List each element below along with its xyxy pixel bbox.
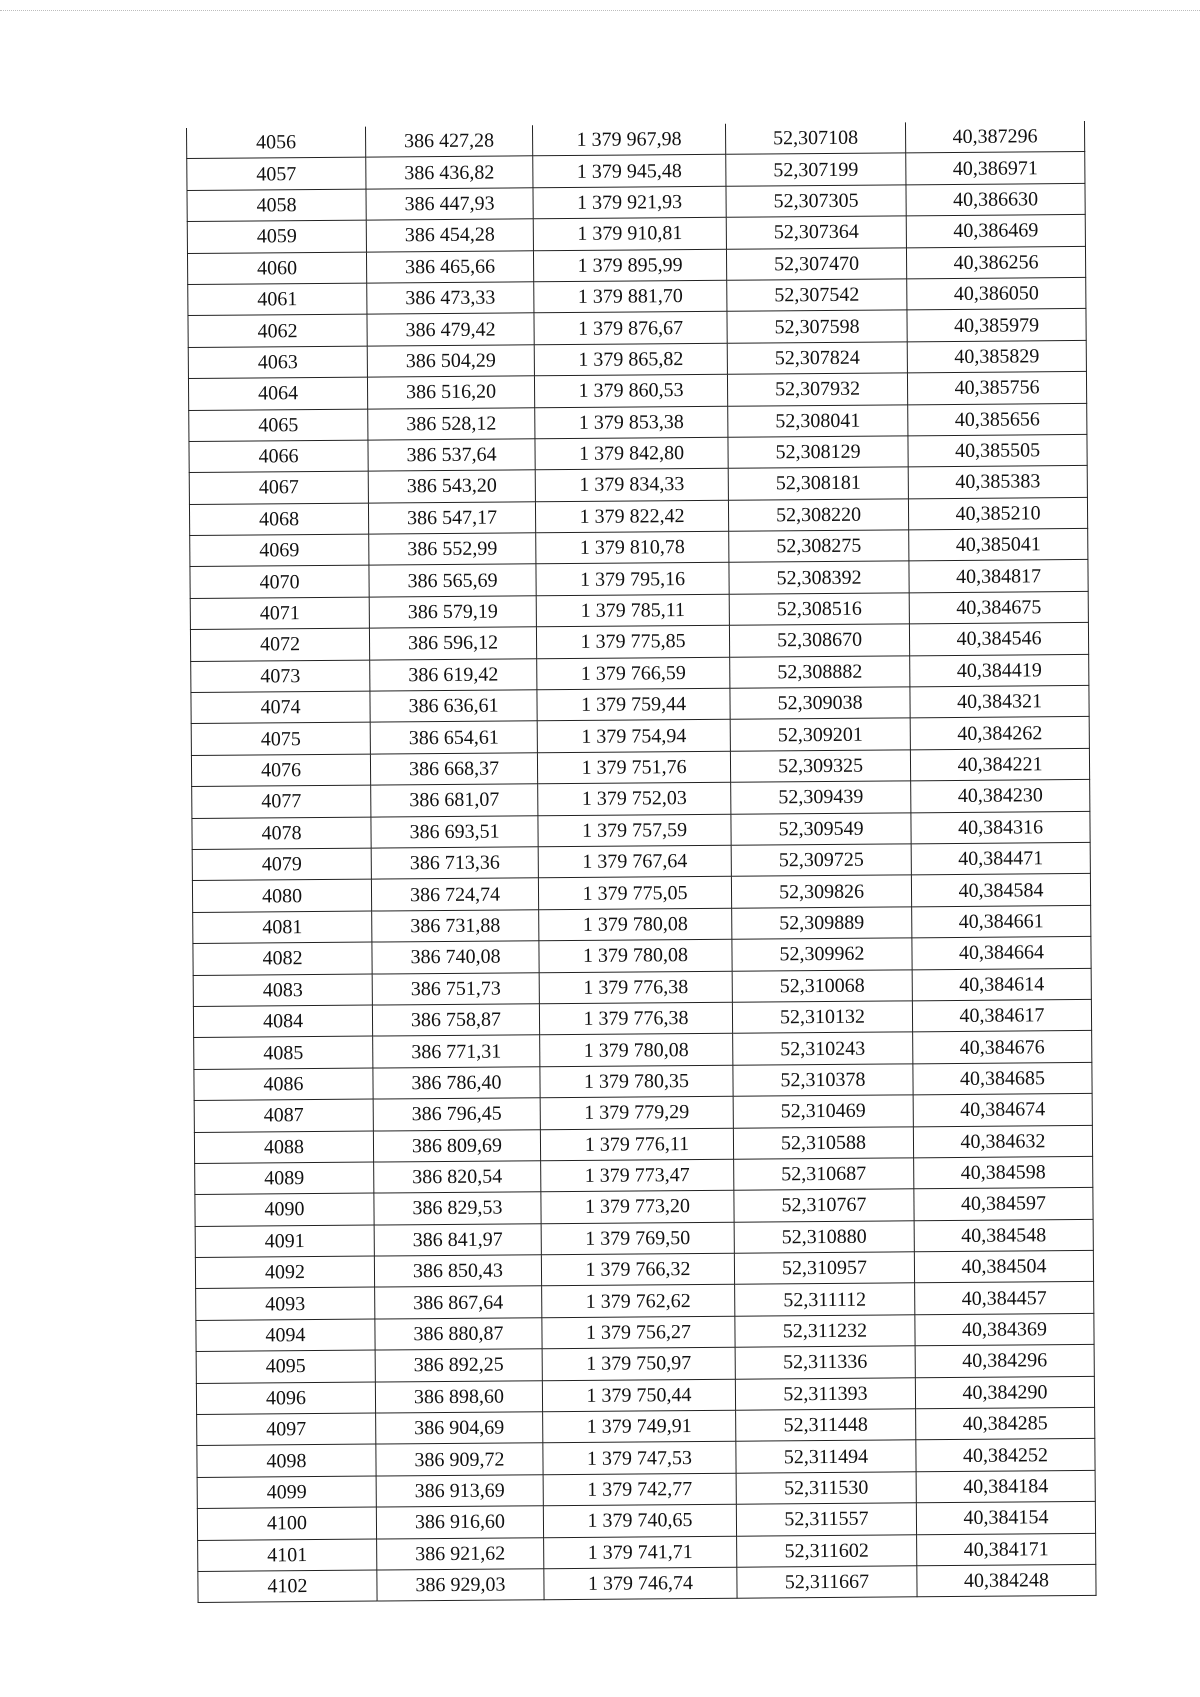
point-number-cell: 4059 — [187, 220, 366, 253]
point-number-cell: 4083 — [193, 974, 372, 1007]
x-coordinate-cell: 386 796,45 — [373, 1098, 540, 1131]
y-coordinate-cell: 1 379 780,08 — [540, 1034, 733, 1067]
point-number-cell: 4057 — [187, 157, 366, 190]
longitude-cell: 40,384457 — [915, 1282, 1094, 1315]
point-number-cell: 4096 — [196, 1382, 375, 1415]
y-coordinate-cell: 1 379 767,64 — [538, 845, 731, 878]
point-number-cell: 4082 — [193, 942, 372, 975]
longitude-cell: 40,385210 — [908, 497, 1087, 530]
longitude-cell: 40,384262 — [910, 717, 1089, 750]
latitude-cell: 52,309038 — [730, 687, 910, 720]
x-coordinate-cell: 386 654,61 — [370, 721, 537, 754]
latitude-cell: 52,307199 — [726, 153, 906, 186]
latitude-cell: 52,309826 — [731, 875, 911, 908]
longitude-cell: 40,384674 — [913, 1094, 1092, 1127]
point-number-cell: 4093 — [196, 1288, 375, 1321]
latitude-cell: 52,309725 — [731, 844, 911, 877]
y-coordinate-cell: 1 379 775,85 — [536, 625, 729, 658]
point-number-cell: 4060 — [187, 252, 366, 285]
point-number-cell: 4076 — [191, 754, 370, 787]
longitude-cell: 40,384614 — [912, 968, 1091, 1001]
latitude-cell: 52,311557 — [736, 1503, 916, 1536]
latitude-cell: 52,309201 — [730, 718, 910, 751]
point-number-cell: 4068 — [189, 503, 368, 536]
y-coordinate-cell: 1 379 834,33 — [535, 469, 728, 502]
latitude-cell: 52,310378 — [733, 1064, 913, 1097]
y-coordinate-cell: 1 379 757,59 — [538, 814, 731, 847]
latitude-cell: 52,307542 — [727, 279, 907, 312]
point-number-cell: 4058 — [187, 189, 366, 222]
longitude-cell: 40,386469 — [906, 215, 1085, 248]
latitude-cell: 52,308516 — [729, 593, 909, 626]
point-number-cell: 4070 — [190, 566, 369, 599]
longitude-cell: 40,384154 — [916, 1502, 1095, 1535]
x-coordinate-cell: 386 786,40 — [373, 1066, 540, 1099]
x-coordinate-cell: 386 731,88 — [372, 910, 539, 943]
point-number-cell: 4061 — [188, 283, 367, 316]
latitude-cell: 52,310957 — [734, 1252, 914, 1285]
latitude-cell: 52,311602 — [737, 1534, 917, 1567]
longitude-cell: 40,384230 — [911, 780, 1090, 813]
x-coordinate-cell: 386 850,43 — [374, 1255, 541, 1288]
x-coordinate-cell: 386 473,33 — [367, 282, 534, 315]
x-coordinate-cell: 386 904,69 — [376, 1412, 543, 1445]
latitude-cell: 52,309439 — [731, 781, 911, 814]
latitude-cell: 52,310469 — [733, 1095, 913, 1128]
y-coordinate-cell: 1 379 773,47 — [541, 1159, 734, 1192]
longitude-cell: 40,384471 — [911, 842, 1090, 875]
longitude-cell: 40,384321 — [910, 685, 1089, 718]
longitude-cell: 40,384597 — [914, 1188, 1093, 1221]
point-number-cell: 4078 — [192, 817, 371, 850]
y-coordinate-cell: 1 379 750,44 — [542, 1379, 735, 1412]
y-coordinate-cell: 1 379 754,94 — [537, 720, 730, 753]
y-coordinate-cell: 1 379 751,76 — [537, 751, 730, 784]
y-coordinate-cell: 1 379 749,91 — [543, 1410, 736, 1443]
x-coordinate-cell: 386 547,17 — [368, 501, 535, 534]
y-coordinate-cell: 1 379 853,38 — [535, 406, 728, 439]
longitude-cell: 40,384504 — [914, 1250, 1093, 1283]
longitude-cell: 40,386971 — [906, 152, 1085, 185]
point-number-cell: 4066 — [189, 440, 368, 473]
longitude-cell: 40,387296 — [905, 121, 1084, 153]
y-coordinate-cell: 1 379 752,03 — [538, 782, 731, 815]
point-number-cell: 4088 — [194, 1131, 373, 1164]
x-coordinate-cell: 386 596,12 — [369, 627, 536, 660]
latitude-cell: 52,310588 — [733, 1126, 913, 1159]
longitude-cell: 40,385656 — [908, 403, 1087, 436]
y-coordinate-cell: 1 379 756,27 — [542, 1316, 735, 1349]
longitude-cell: 40,384598 — [914, 1156, 1093, 1189]
longitude-cell: 40,386050 — [907, 277, 1086, 310]
x-coordinate-cell: 386 447,93 — [366, 188, 533, 221]
longitude-cell: 40,385829 — [907, 340, 1086, 373]
scan-top-edge — [0, 10, 1200, 11]
y-coordinate-cell: 1 379 762,62 — [542, 1285, 735, 1318]
x-coordinate-cell: 386 841,97 — [374, 1223, 541, 1256]
latitude-cell: 52,307470 — [726, 247, 906, 280]
longitude-cell: 40,386630 — [906, 183, 1085, 216]
point-number-cell: 4063 — [188, 346, 367, 379]
point-number-cell: 4086 — [194, 1068, 373, 1101]
latitude-cell: 52,307305 — [726, 185, 906, 218]
y-coordinate-cell: 1 379 775,05 — [538, 877, 731, 910]
latitude-cell: 52,308882 — [730, 655, 910, 688]
longitude-cell: 40,385383 — [908, 466, 1087, 499]
y-coordinate-cell: 1 379 773,20 — [541, 1191, 734, 1224]
longitude-cell: 40,385756 — [907, 372, 1086, 405]
x-coordinate-cell: 386 579,19 — [369, 596, 536, 629]
latitude-cell: 52,311112 — [735, 1283, 915, 1316]
latitude-cell: 52,307108 — [725, 122, 905, 154]
y-coordinate-cell: 1 379 769,50 — [541, 1222, 734, 1255]
latitude-cell: 52,310068 — [732, 969, 912, 1002]
x-coordinate-cell: 386 929,03 — [377, 1569, 544, 1602]
y-coordinate-cell: 1 379 746,74 — [544, 1567, 737, 1600]
y-coordinate-cell: 1 379 910,81 — [533, 217, 726, 250]
latitude-cell: 52,309325 — [730, 750, 910, 783]
longitude-cell: 40,384617 — [912, 999, 1091, 1032]
x-coordinate-cell: 386 909,72 — [376, 1443, 543, 1476]
x-coordinate-cell: 386 681,07 — [371, 784, 538, 817]
y-coordinate-cell: 1 379 876,67 — [534, 312, 727, 345]
longitude-cell: 40,384584 — [911, 874, 1090, 907]
point-number-cell: 4102 — [198, 1570, 377, 1603]
latitude-cell: 52,309549 — [731, 812, 911, 845]
point-number-cell: 4080 — [192, 879, 371, 912]
y-coordinate-cell: 1 379 822,42 — [535, 500, 728, 533]
x-coordinate-cell: 386 829,53 — [374, 1192, 541, 1225]
point-number-cell: 4064 — [188, 377, 367, 410]
y-coordinate-cell: 1 379 881,70 — [534, 280, 727, 313]
x-coordinate-cell: 386 758,87 — [372, 1004, 539, 1037]
y-coordinate-cell: 1 379 747,53 — [543, 1442, 736, 1475]
latitude-cell: 52,308181 — [728, 467, 908, 500]
y-coordinate-cell: 1 379 759,44 — [537, 688, 730, 721]
x-coordinate-cell: 386 867,64 — [375, 1286, 542, 1319]
point-number-cell: 4101 — [198, 1539, 377, 1572]
y-coordinate-cell: 1 379 945,48 — [533, 155, 726, 188]
longitude-cell: 40,384369 — [915, 1313, 1094, 1346]
longitude-cell: 40,384675 — [909, 591, 1088, 624]
x-coordinate-cell: 386 809,69 — [373, 1129, 540, 1162]
point-number-cell: 4099 — [197, 1476, 376, 1509]
x-coordinate-cell: 386 465,66 — [366, 250, 533, 283]
point-number-cell: 4077 — [192, 785, 371, 818]
longitude-cell: 40,385505 — [908, 434, 1087, 467]
x-coordinate-cell: 386 636,61 — [370, 690, 537, 723]
point-number-cell: 4090 — [195, 1193, 374, 1226]
point-number-cell: 4072 — [190, 628, 369, 661]
x-coordinate-cell: 386 668,37 — [370, 753, 537, 786]
latitude-cell: 52,308220 — [728, 499, 908, 532]
y-coordinate-cell: 1 379 776,38 — [539, 971, 732, 1004]
y-coordinate-cell: 1 379 766,59 — [537, 657, 730, 690]
point-number-cell: 4087 — [194, 1099, 373, 1132]
longitude-cell: 40,384296 — [915, 1345, 1094, 1378]
latitude-cell: 52,310767 — [734, 1189, 914, 1222]
point-number-cell: 4071 — [190, 597, 369, 630]
latitude-cell: 52,311232 — [735, 1315, 915, 1348]
point-number-cell: 4067 — [189, 471, 368, 504]
x-coordinate-cell: 386 552,99 — [369, 533, 536, 566]
y-coordinate-cell: 1 379 779,29 — [540, 1096, 733, 1129]
x-coordinate-cell: 386 724,74 — [371, 878, 538, 911]
y-coordinate-cell: 1 379 810,78 — [536, 531, 729, 564]
table-row — [198, 1564, 1096, 1602]
latitude-cell: 52,308275 — [729, 530, 909, 563]
latitude-cell: 52,307932 — [727, 373, 907, 406]
longitude-cell: 40,384632 — [913, 1125, 1092, 1158]
x-coordinate-cell: 386 898,60 — [375, 1380, 542, 1413]
latitude-cell: 52,310880 — [734, 1220, 914, 1253]
point-number-cell: 4069 — [190, 534, 369, 567]
latitude-cell: 52,307598 — [727, 310, 907, 343]
y-coordinate-cell: 1 379 780,08 — [539, 939, 732, 972]
x-coordinate-cell: 386 479,42 — [367, 313, 534, 346]
latitude-cell: 52,307364 — [726, 216, 906, 249]
x-coordinate-cell: 386 619,42 — [370, 658, 537, 691]
x-coordinate-cell: 386 880,87 — [375, 1318, 542, 1351]
longitude-cell: 40,384252 — [916, 1439, 1095, 1472]
y-coordinate-cell: 1 379 865,82 — [534, 343, 727, 376]
longitude-cell: 40,384817 — [909, 560, 1088, 593]
coordinates-table-body — [186, 121, 1096, 1603]
latitude-cell: 52,311494 — [736, 1440, 916, 1473]
x-coordinate-cell: 386 427,28 — [365, 125, 532, 157]
x-coordinate-cell: 386 537,64 — [368, 439, 535, 472]
x-coordinate-cell: 386 565,69 — [369, 564, 536, 597]
latitude-cell: 52,311530 — [736, 1472, 916, 1505]
longitude-cell: 40,384171 — [917, 1533, 1096, 1566]
point-number-cell: 4075 — [191, 722, 370, 755]
y-coordinate-cell: 1 379 742,77 — [543, 1473, 736, 1506]
x-coordinate-cell: 386 516,20 — [367, 376, 534, 409]
coordinates-table — [186, 121, 1097, 1603]
longitude-cell: 40,384248 — [917, 1564, 1096, 1597]
latitude-cell: 52,308392 — [729, 561, 909, 594]
point-number-cell: 4095 — [196, 1350, 375, 1383]
point-number-cell: 4065 — [189, 409, 368, 442]
y-coordinate-cell: 1 379 776,38 — [539, 1002, 732, 1035]
longitude-cell: 40,385041 — [909, 529, 1088, 562]
point-number-cell: 4092 — [195, 1256, 374, 1289]
longitude-cell: 40,385979 — [907, 309, 1086, 342]
x-coordinate-cell: 386 820,54 — [374, 1161, 541, 1194]
y-coordinate-cell: 1 379 741,71 — [544, 1536, 737, 1569]
latitude-cell: 52,311336 — [735, 1346, 915, 1379]
y-coordinate-cell: 1 379 766,32 — [541, 1253, 734, 1286]
y-coordinate-cell: 1 379 750,97 — [542, 1347, 735, 1380]
point-number-cell: 4084 — [193, 1005, 372, 1038]
x-coordinate-cell: 386 921,62 — [377, 1537, 544, 1570]
x-coordinate-cell: 386 713,36 — [371, 847, 538, 880]
point-number-cell: 4056 — [186, 127, 365, 159]
y-coordinate-cell: 1 379 921,93 — [533, 186, 726, 219]
longitude-cell: 40,384221 — [910, 748, 1089, 781]
y-coordinate-cell: 1 379 740,65 — [543, 1504, 736, 1537]
x-coordinate-cell: 386 528,12 — [368, 407, 535, 440]
latitude-cell: 52,307824 — [727, 342, 907, 375]
latitude-cell: 52,308129 — [728, 436, 908, 469]
latitude-cell: 52,309889 — [732, 907, 912, 940]
point-number-cell: 4074 — [191, 691, 370, 724]
y-coordinate-cell: 1 379 895,99 — [533, 249, 726, 282]
longitude-cell: 40,384184 — [916, 1470, 1095, 1503]
x-coordinate-cell: 386 504,29 — [367, 345, 534, 378]
latitude-cell: 52,311448 — [736, 1409, 916, 1442]
x-coordinate-cell: 386 543,20 — [368, 470, 535, 503]
point-number-cell: 4097 — [197, 1413, 376, 1446]
point-number-cell: 4100 — [197, 1507, 376, 1540]
longitude-cell: 40,384419 — [910, 654, 1089, 687]
longitude-cell: 40,384664 — [912, 937, 1091, 970]
x-coordinate-cell: 386 916,60 — [376, 1506, 543, 1539]
x-coordinate-cell: 386 436,82 — [366, 156, 533, 189]
point-number-cell: 4089 — [195, 1162, 374, 1195]
x-coordinate-cell: 386 454,28 — [366, 219, 533, 252]
latitude-cell: 52,311393 — [735, 1377, 915, 1410]
y-coordinate-cell: 1 379 842,80 — [535, 437, 728, 470]
y-coordinate-cell: 1 379 780,35 — [540, 1065, 733, 1098]
longitude-cell: 40,384685 — [913, 1062, 1092, 1095]
point-number-cell: 4085 — [194, 1036, 373, 1069]
latitude-cell: 52,308041 — [728, 404, 908, 437]
longitude-cell: 40,384546 — [909, 623, 1088, 656]
x-coordinate-cell: 386 751,73 — [372, 972, 539, 1005]
longitude-cell: 40,384676 — [913, 1031, 1092, 1064]
document-page — [186, 121, 1096, 1603]
longitude-cell: 40,384661 — [912, 905, 1091, 938]
latitude-cell: 52,309962 — [732, 938, 912, 971]
x-coordinate-cell: 386 740,08 — [372, 941, 539, 974]
longitude-cell: 40,384290 — [915, 1376, 1094, 1409]
longitude-cell: 40,384285 — [916, 1407, 1095, 1440]
x-coordinate-cell: 386 771,31 — [373, 1035, 540, 1068]
y-coordinate-cell: 1 379 776,11 — [540, 1128, 733, 1161]
point-number-cell: 4098 — [197, 1444, 376, 1477]
point-number-cell: 4079 — [192, 848, 371, 881]
point-number-cell: 4081 — [193, 911, 372, 944]
x-coordinate-cell: 386 693,51 — [371, 815, 538, 848]
longitude-cell: 40,384548 — [914, 1219, 1093, 1252]
latitude-cell: 52,310243 — [733, 1032, 913, 1065]
y-coordinate-cell: 1 379 860,53 — [534, 374, 727, 407]
x-coordinate-cell: 386 892,25 — [375, 1349, 542, 1382]
latitude-cell: 52,308670 — [729, 624, 909, 657]
y-coordinate-cell: 1 379 780,08 — [539, 908, 732, 941]
point-number-cell: 4094 — [196, 1319, 375, 1352]
y-coordinate-cell: 1 379 795,16 — [536, 563, 729, 596]
x-coordinate-cell: 386 913,69 — [376, 1475, 543, 1508]
longitude-cell: 40,386256 — [906, 246, 1085, 279]
latitude-cell: 52,311667 — [737, 1566, 917, 1599]
longitude-cell: 40,384316 — [911, 811, 1090, 844]
y-coordinate-cell: 1 379 967,98 — [532, 124, 725, 156]
latitude-cell: 52,310132 — [732, 1001, 912, 1034]
y-coordinate-cell: 1 379 785,11 — [536, 594, 729, 627]
point-number-cell: 4091 — [195, 1225, 374, 1258]
latitude-cell: 52,310687 — [734, 1158, 914, 1191]
point-number-cell: 4062 — [188, 314, 367, 347]
point-number-cell: 4073 — [191, 660, 370, 693]
